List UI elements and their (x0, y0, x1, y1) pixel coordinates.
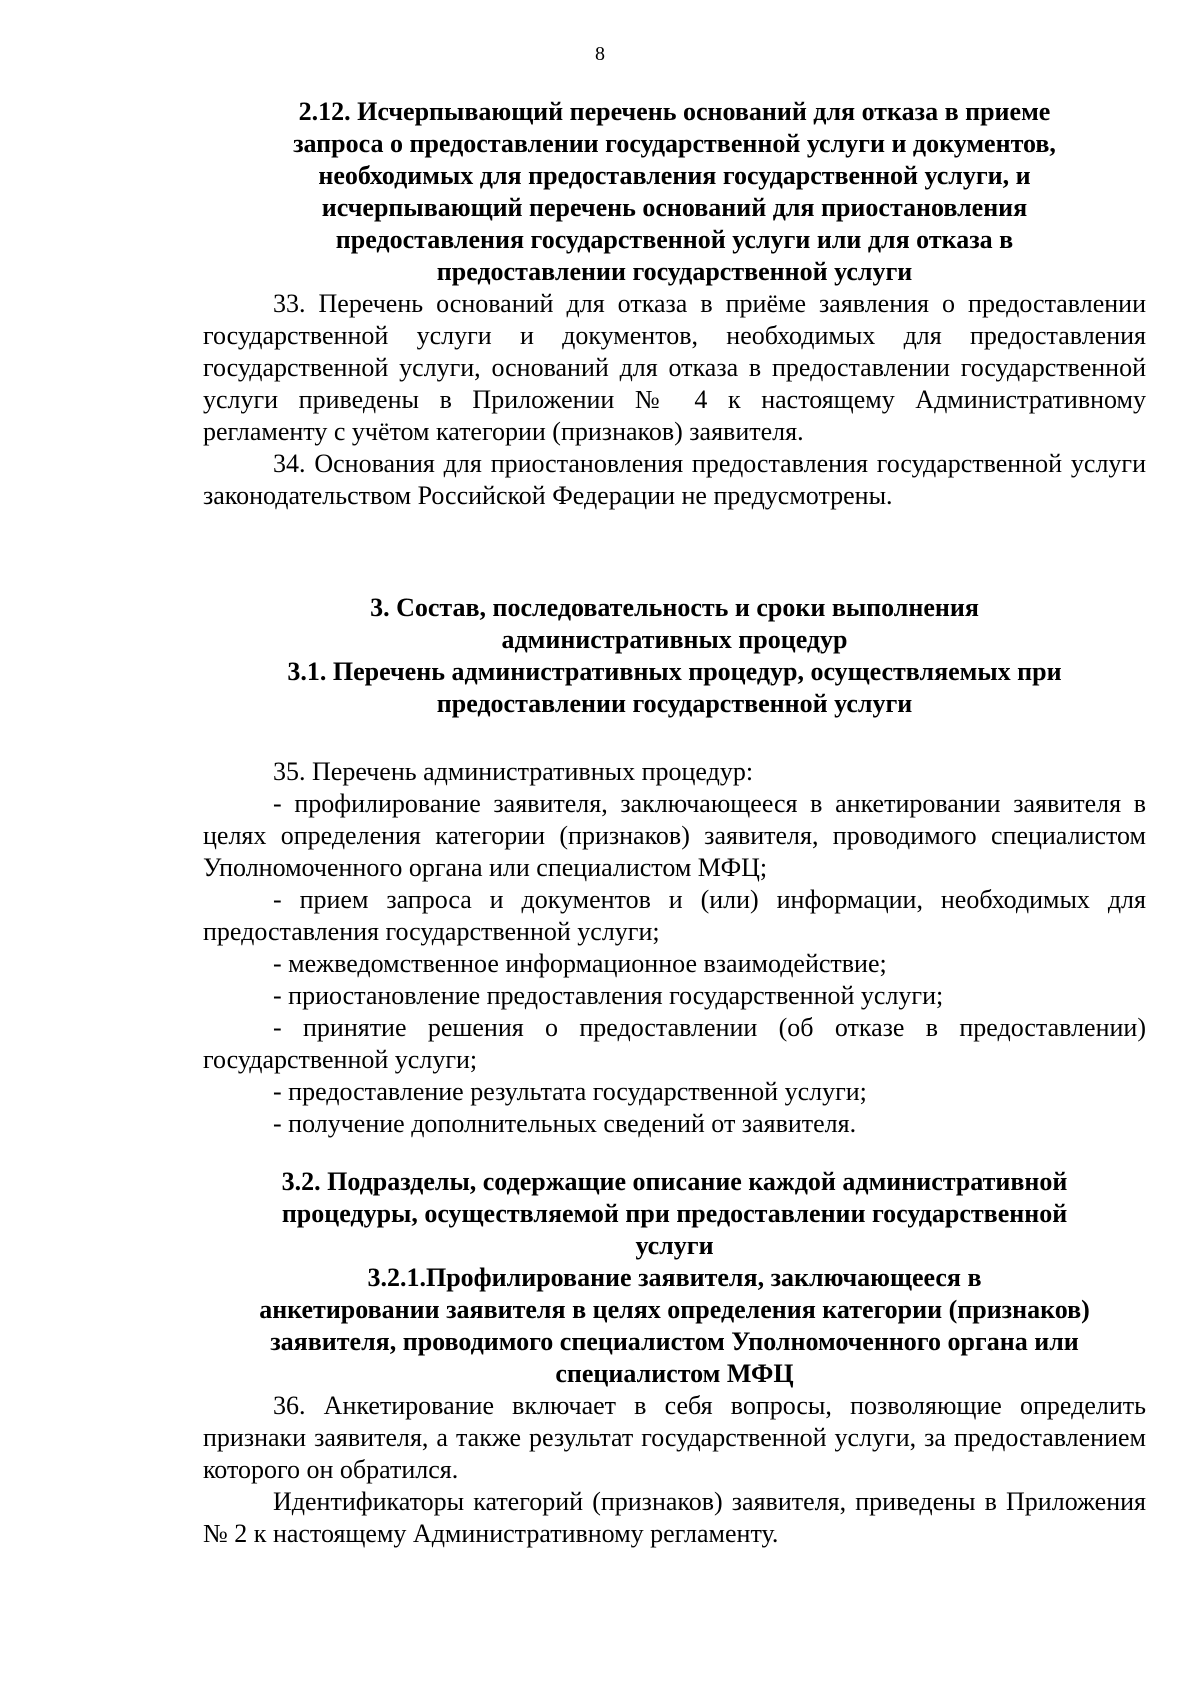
heading-line: 3.2. Подразделы, содержащие описание каждой административной (281, 1167, 1068, 1196)
procedure-item: - предоставление результата государственной услуги; (273, 1077, 867, 1106)
page-number: 8 (595, 43, 605, 65)
procedure-item: - прием запроса и документов и (или) информации, необходимых для предоставления государственной услуги; (203, 885, 1146, 946)
heading-line: 2.12. Исчерпывающий перечень оснований для отказа в приеме (298, 97, 1051, 126)
section-3-heading (203, 592, 1146, 720)
section-2-12-heading (203, 96, 1146, 288)
heading-line: предоставлении государственной услуги (436, 257, 913, 286)
heading-line: административных процедур (501, 625, 848, 654)
paragraph-identifiers: Идентификаторы категорий (признаков) заявителя, приведены в Приложения № 2 к настоящему Административному регламенту. (203, 1487, 1146, 1548)
heading-line: анкетировании заявителя в целях определения категории (признаков) (259, 1295, 1090, 1324)
heading-line: услуги (635, 1231, 714, 1260)
procedure-item: - получение дополнительных сведений от заявителя. (273, 1109, 857, 1138)
heading-line: 3.2.1.Профилирование заявителя, заключающееся в (367, 1263, 982, 1292)
procedure-item: - принятие решения о предоставлении (об отказе в предоставлении) государственной услуги; (203, 1013, 1146, 1074)
heading-line: предоставлении государственной услуги (436, 689, 913, 718)
heading-line: специалистом МФЦ (555, 1359, 794, 1388)
procedure-item: - профилирование заявителя, заключающееся в анкетировании заявителя в целях определения категории (признаков) заявителя, проводимого специалистом Уполномоченного органа или специалистом МФЦ; (203, 789, 1146, 882)
procedure-item: - межведомственное информационное взаимодействие; (273, 949, 887, 978)
heading-line: предоставления государственной услуги или для отказа в (335, 225, 1014, 254)
heading-line: процедуры, осуществляемой при предоставлении государственной (281, 1199, 1068, 1228)
heading-line: 3.1. Перечень административных процедур, осуществляемых при (287, 657, 1062, 686)
section-3-2-1-heading (203, 1262, 1146, 1390)
procedure-item: - приостановление предоставления государственной услуги; (273, 981, 944, 1010)
section-3-2-heading (203, 1166, 1146, 1262)
paragraph-34: 34. Основания для приостановления предоставления государственной услуги законодательством Российской Федерации не предусмотрены. (203, 449, 1146, 510)
document-body (203, 96, 1146, 1550)
paragraph-35: 35. Перечень административных процедур: (273, 757, 754, 786)
heading-line: необходимых для предоставления государственной услуги, и (318, 161, 1031, 190)
paragraph-33: 33. Перечень оснований для отказа в приёме заявления о предоставлении государственной услуги и документов, необходимых для предоставления государственной услуги, оснований для отказа в предоставлении государственной услуги приведены в Приложении № 4 к настоящему Административному регламенту с учётом категории (признаков) заявителя. (203, 289, 1146, 446)
heading-line: исчерпывающий перечень оснований для приостановления (321, 193, 1028, 222)
paragraph-36: 36. Анкетирование включает в себя вопросы, позволяющие определить признаки заявителя, а также результат государственной услуги, за предоставлением которого он обратился. (203, 1391, 1146, 1484)
heading-line: запроса о предоставлении государственной услуги и документов, (293, 129, 1056, 158)
heading-line: 3. Состав, последовательность и сроки выполнения (370, 593, 979, 622)
heading-line: заявителя, проводимого специалистом Уполномоченного органа или (270, 1327, 1079, 1356)
